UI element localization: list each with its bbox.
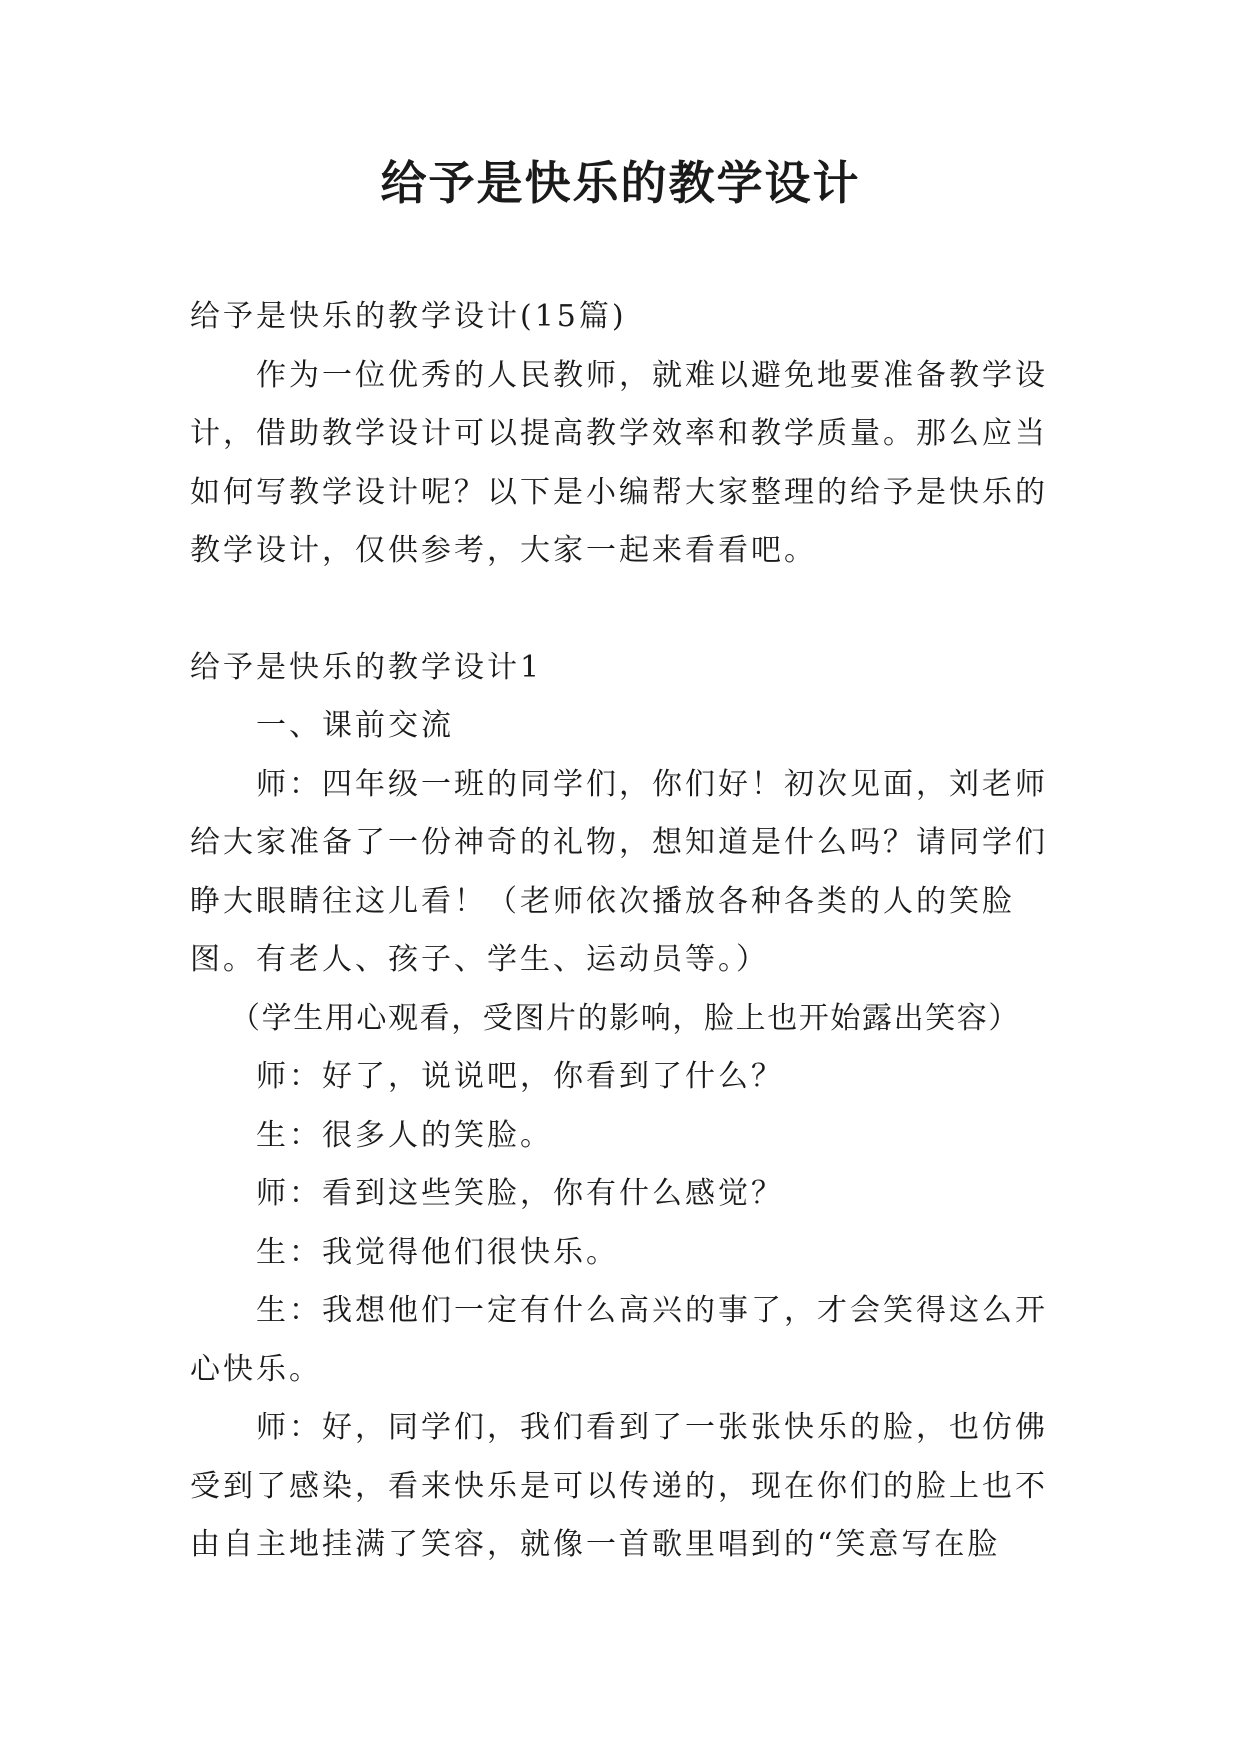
document-body [190,288,1060,1575]
dialogue-paragraph: 生：我想他们一定有什么高兴的事了，才会笑得这么开心快乐。 [190,1293,1048,1387]
dialogue-paragraph: 师：四年级一班的同学们，你们好！初次见面，刘老师给大家准备了一份神奇的礼物，想知道是什么吗？请同学们睁大眼睛往这儿看！（老师依次播放各种各类的人的笑脸图。有老人、孩子、学生、运动员等。） [190,766,1048,977]
dialogue-line: 师：看到这些笑脸，你有什么感觉？ [256,1176,784,1211]
dialogue-paragraph: 师：好，同学们，我们看到了一张张快乐的脸，也仿佛受到了感染，看来快乐是可以传递的，现在你们的脸上也不由自主地挂满了笑容，就像一首歌里唱到的“笑意写在脸 [190,1410,1048,1562]
intro-paragraph: 作为一位优秀的人民教师，就难以避免地要准备教学设计，借助教学设计可以提高教学效率和教学质量。那么应当如何写教学设计呢？以下是小编帮大家整理的给予是快乐的教学设计，仅供参考，大家一起来看看吧。 [190,357,1048,568]
dialogue-line: 生：我觉得他们很快乐。 [256,1234,619,1270]
dialogue-line: 师：好了，说说吧，你看到了什么？ [256,1059,784,1094]
section-spacer [190,581,1060,639]
dialogue-line: 生：很多人的笑脸。 [256,1117,553,1153]
subsection-heading: 一、课前交流 [256,708,454,743]
section-heading: 给予是快乐的教学设计1 [190,649,543,685]
document-title: 给予是快乐的教学设计 [380,156,861,210]
subtitle-line: 给予是快乐的教学设计(15篇) [190,299,627,334]
stage-direction: （学生用心观看，受图片的影响，脸上也开始露出笑容） [230,1000,1020,1036]
